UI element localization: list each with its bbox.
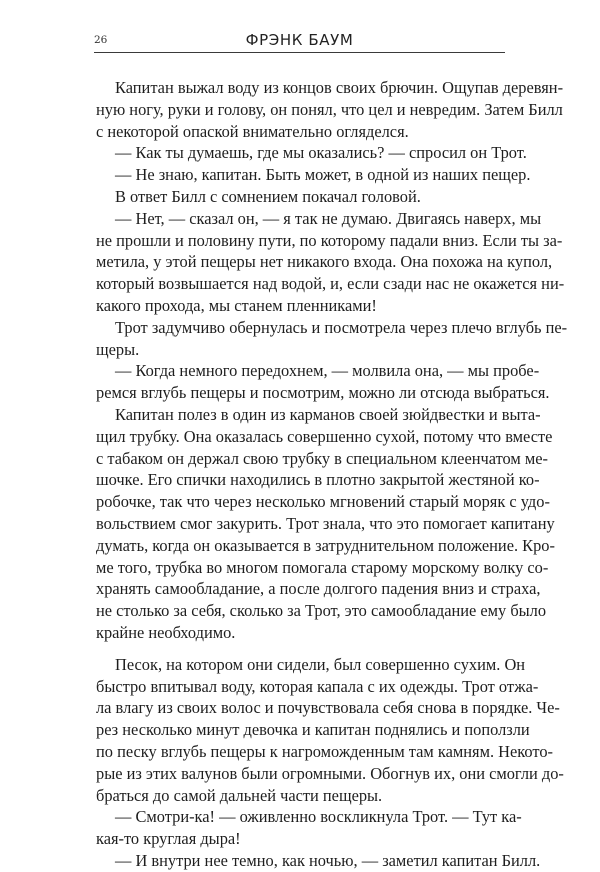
text-line: какого прохода, мы станем пленниками! <box>96 295 377 315</box>
text-line: — Как ты думаешь, где мы оказались? — спросил он Трот. <box>115 143 527 163</box>
running-header <box>94 30 505 53</box>
text-line: Капитан полез в один из карманов своей зюйдвестки и выта- <box>115 404 541 424</box>
text-line: рез несколько минут девочка и капитан поднялись и поползли <box>96 720 530 740</box>
text-line: ремся вглубь пещеры и посмотрим, можно ли отсюда выбраться. <box>96 383 550 403</box>
body-text <box>96 77 568 872</box>
text-line: крайне необходимо. <box>96 622 236 642</box>
text-line: — Не знаю, капитан. Быть может, в одной из наших пещер. <box>115 165 531 185</box>
text-line: ла влагу из своих волос и почувствовала себя снова в порядке. Че- <box>96 698 560 718</box>
text-line: робочке, так что через несколько мгновений старый моряк с удо- <box>96 492 550 512</box>
text-line: В ответ Билл с сомнением покачал головой. <box>115 186 421 206</box>
text-line: с некоторой опаской внимательно огляделся. <box>96 121 409 141</box>
text-line: щеры. <box>96 339 140 359</box>
text-line: браться до самой дальней части пещеры. <box>96 785 383 805</box>
text-line: который возвышается над водой, и, если сзади нас не окажется ни- <box>96 274 565 294</box>
page-number: 26 <box>94 34 108 46</box>
text-line: думать, когда он оказывается в затруднительном положение. Кро- <box>96 535 555 555</box>
text-line: Трот задумчиво обернулась и посмотрела через плечо вглубь пе- <box>115 317 568 337</box>
text-line: ме того, трубка во многом помогала старому морскому волку со- <box>96 557 549 577</box>
text-line: — И внутри нее темно, как ночью, — заметил капитан Билл. <box>115 850 541 870</box>
text-line: хранять самообладание, а после долгого падения вниз и страха, <box>96 579 541 599</box>
text-line: по песку вглубь пещеры к нагроможденным там камням. Некото- <box>96 741 553 761</box>
paragraph-gap <box>96 644 506 654</box>
text-line: с табаком он держал свою трубку в специальном клеенчатом ме- <box>96 448 548 468</box>
text-line: — Смотри-ка! — оживленно воскликнула Трот. — Тут ка- <box>115 807 522 827</box>
text-line: вольствием смог закурить. Трот знала, что это помогает капитану <box>96 513 555 533</box>
text-line: рые из этих валунов были огромными. Обогнув их, они смогли до- <box>96 763 564 783</box>
running-title: ФРЭНК БАУМ <box>245 31 354 49</box>
text-line: шочке. Его спички находились в плотно закрытой жестяной ко- <box>96 470 540 490</box>
text-line: не столько за себя, сколько за Трот, это самообладание ему было <box>96 601 547 621</box>
text-line: — Нет, — сказал он, — я так не думаю. Двигаясь наверх, мы <box>115 208 542 228</box>
text-line: Капитан выжал воду из концов своих брючин. Ощупав деревян- <box>115 78 564 97</box>
text-line: быстро впитывал воду, которая капала с их одежды. Трот отжа- <box>96 676 539 696</box>
text-line: метила, у этой пещеры нет никакого входа. Она похожа на купол, <box>96 252 553 272</box>
text-line: щил трубку. Она оказалась совершенно сухой, потому что вместе <box>96 426 553 446</box>
text-line: Песок, на котором они сидели, был совершенно сухим. Он <box>115 654 526 674</box>
text-line: не прошли и половину пути, по которому падали вниз. Если ты за- <box>96 230 563 250</box>
text-line: кая-то круглая дыра! <box>96 829 241 849</box>
text-line: ную ногу, руки и голову, он понял, что цел и невредим. Затем Билл <box>96 99 563 119</box>
text-line: — Когда немного передохнем, — молвила она, — мы пробе- <box>115 361 540 381</box>
